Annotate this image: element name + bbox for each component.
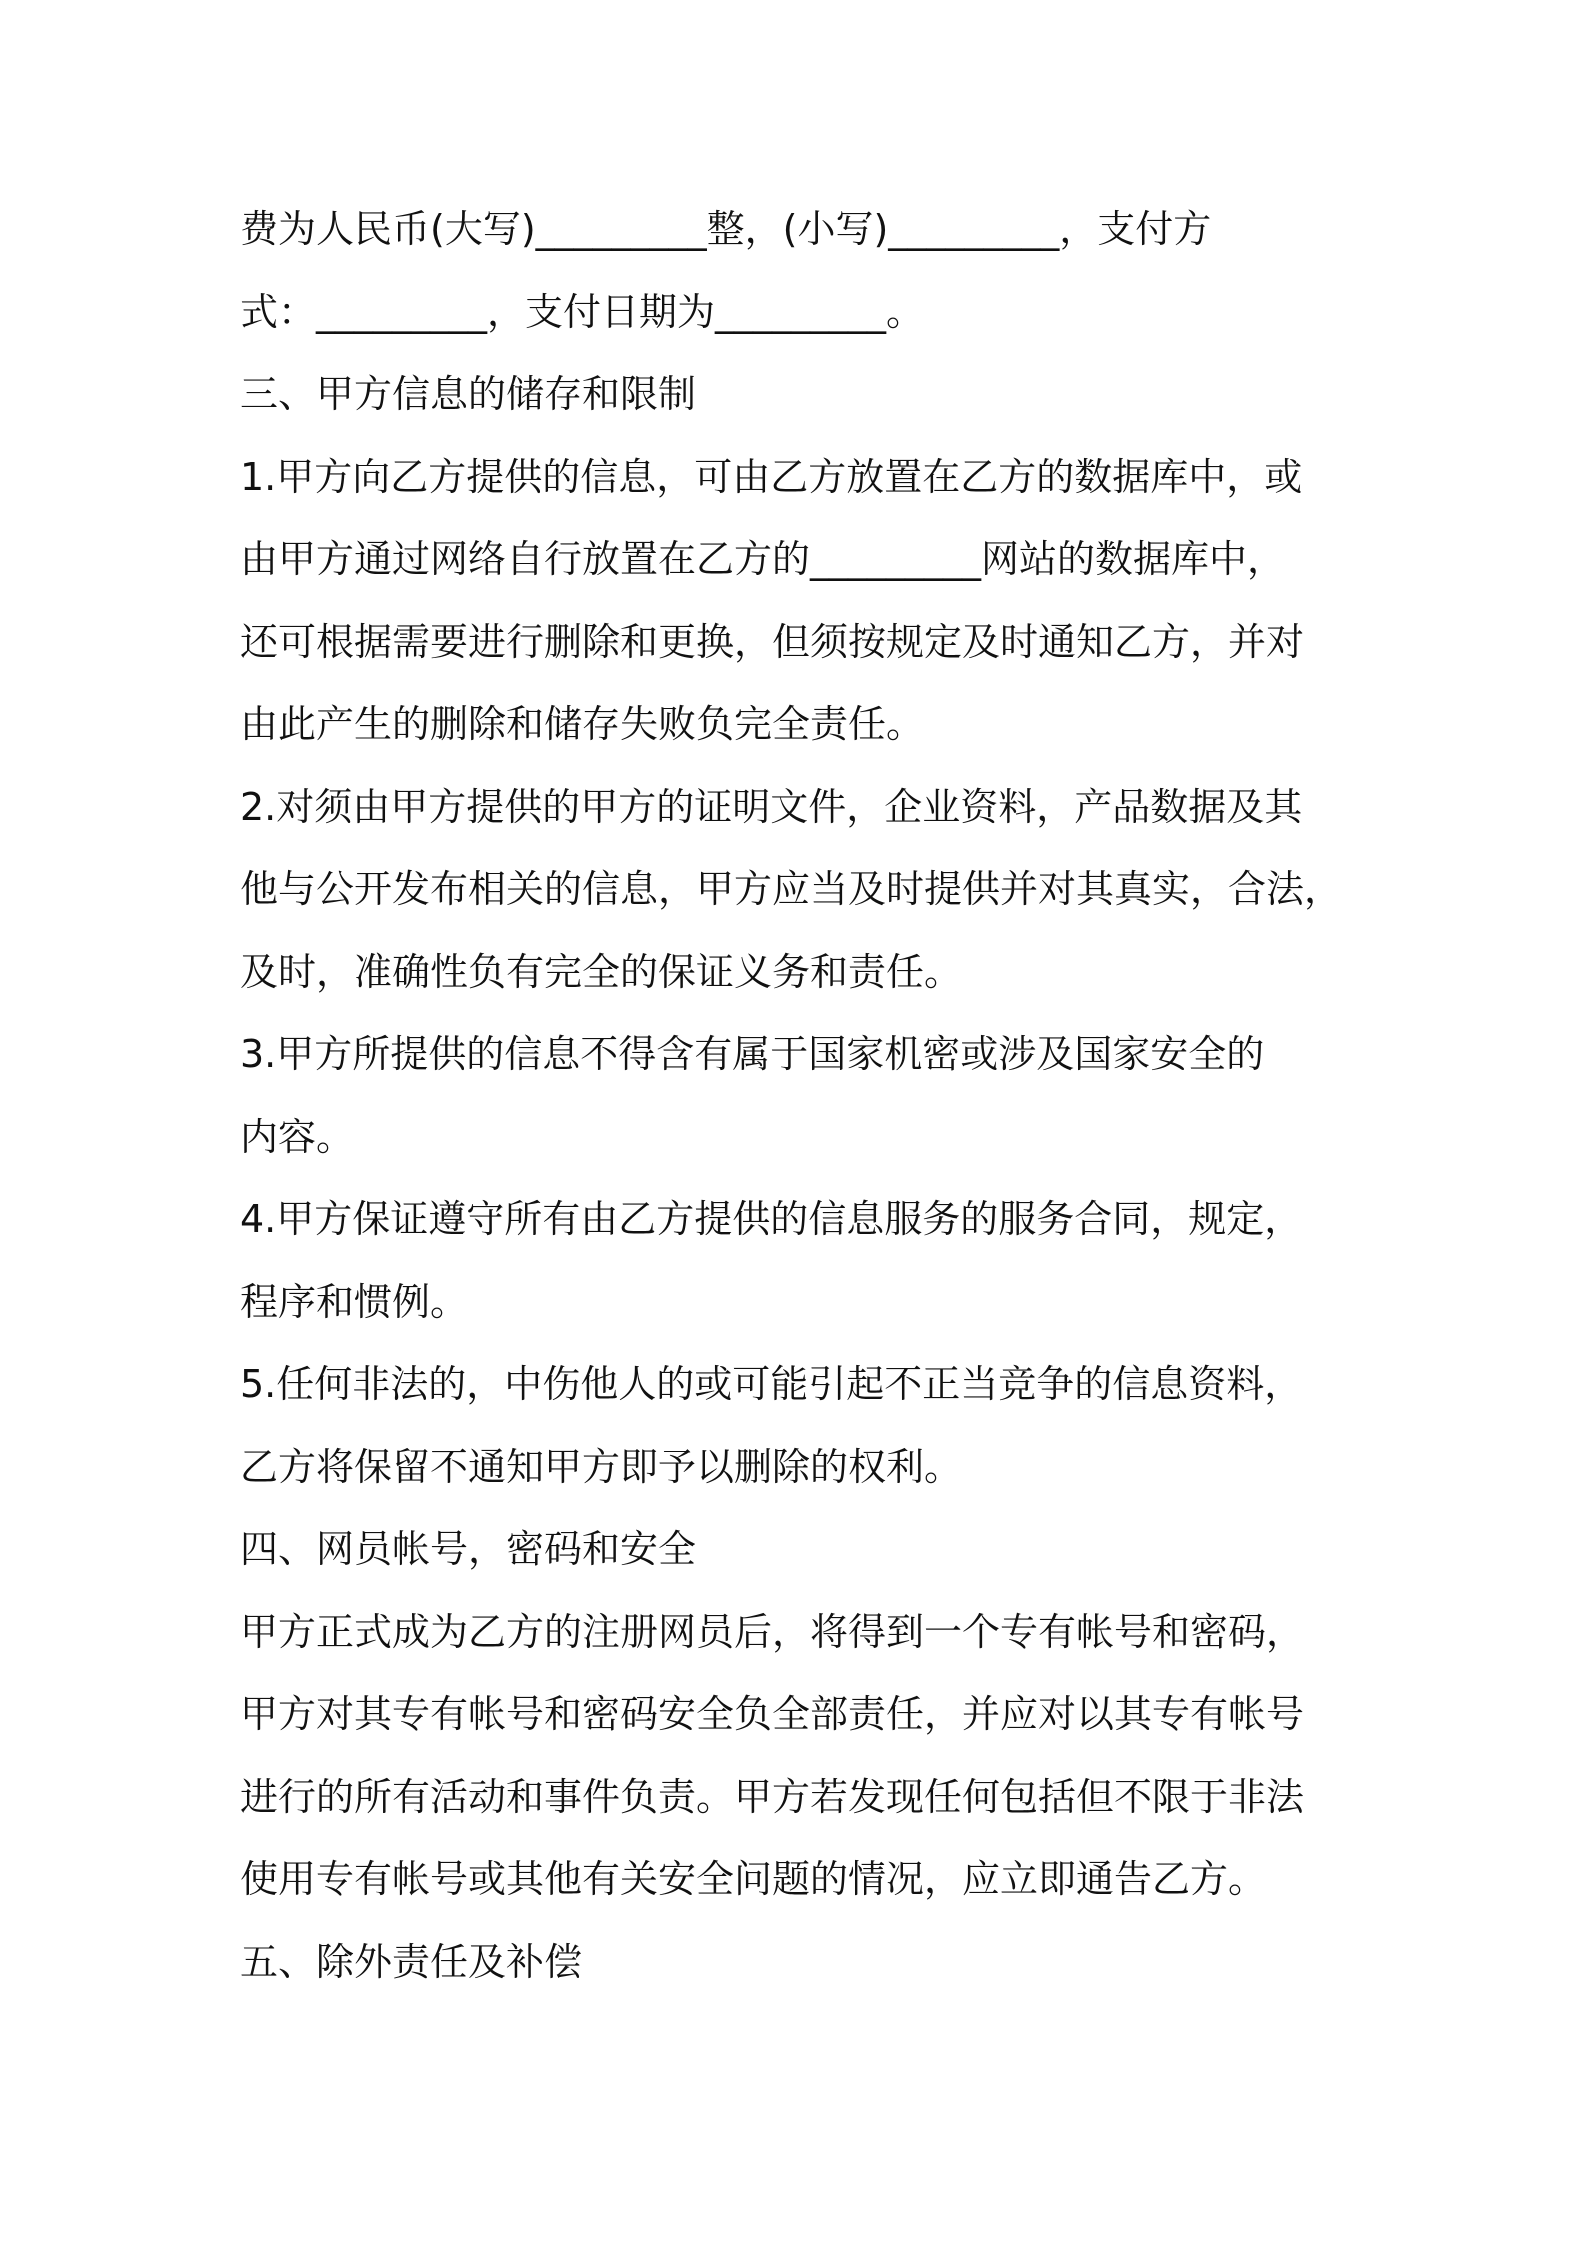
text-line: 费为人民币(大写)_________整，(小写)_________，支付方 [240, 207, 1212, 251]
text-line: 甲方正式成为乙方的注册网员后，将得到一个专有帐号和密码， [240, 1609, 1305, 1654]
section-heading: 五、除外责任及补偿 [240, 1939, 583, 1984]
text-line: 进行的所有活动和事件负责。甲方若发现任何包括但不限于非法 [240, 1774, 1305, 1819]
text-line: 使用专有帐号或其他有关安全问题的情况，应立即通告乙方。 [240, 1857, 1267, 1901]
document-body [240, 188, 1352, 2003]
text-line: 3.甲方所提供的信息不得含有属于国家机密或涉及国家安全的 [240, 1032, 1265, 1076]
text-line: 1.甲方向乙方提供的信息，可由乙方放置在乙方的数据库中，或 [240, 454, 1303, 499]
text-line: 由甲方通过网络自行放置在乙方的_________网站的数据库中， [240, 537, 1286, 581]
section-heading: 四、网员帐号，密码和安全 [240, 1527, 697, 1571]
text-line: 式：_________，支付日期为_________。 [240, 289, 925, 334]
text-line: 及时，准确性负有完全的保证义务和责任。 [240, 949, 963, 994]
text-line: 5.任何非法的，中伤他人的或可能引起不正当竞争的信息资料， [240, 1362, 1303, 1406]
text-line: 内容。 [240, 1114, 355, 1159]
text-line: 他与公开发布相关的信息，甲方应当及时提供并对其真实，合法， [240, 867, 1343, 911]
text-line: 还可根据需要进行删除和更换，但须按规定及时通知乙方，并对 [240, 619, 1305, 664]
text-line: 由此产生的删除和储存失败负完全责任。 [240, 702, 925, 746]
text-line: 4.甲方保证遵守所有由乙方提供的信息服务的服务合同，规定， [240, 1197, 1303, 1241]
text-line: 甲方对其专有帐号和密码安全负全部责任，并应对以其专有帐号 [240, 1692, 1305, 1736]
text-line: 乙方将保留不通知甲方即予以删除的权利。 [240, 1444, 963, 1489]
text-line: 程序和惯例。 [240, 1279, 469, 1324]
text-line: 2.对须由甲方提供的甲方的证明文件，企业资料，产品数据及其 [240, 784, 1303, 829]
section-heading: 三、甲方信息的储存和限制 [240, 372, 697, 416]
